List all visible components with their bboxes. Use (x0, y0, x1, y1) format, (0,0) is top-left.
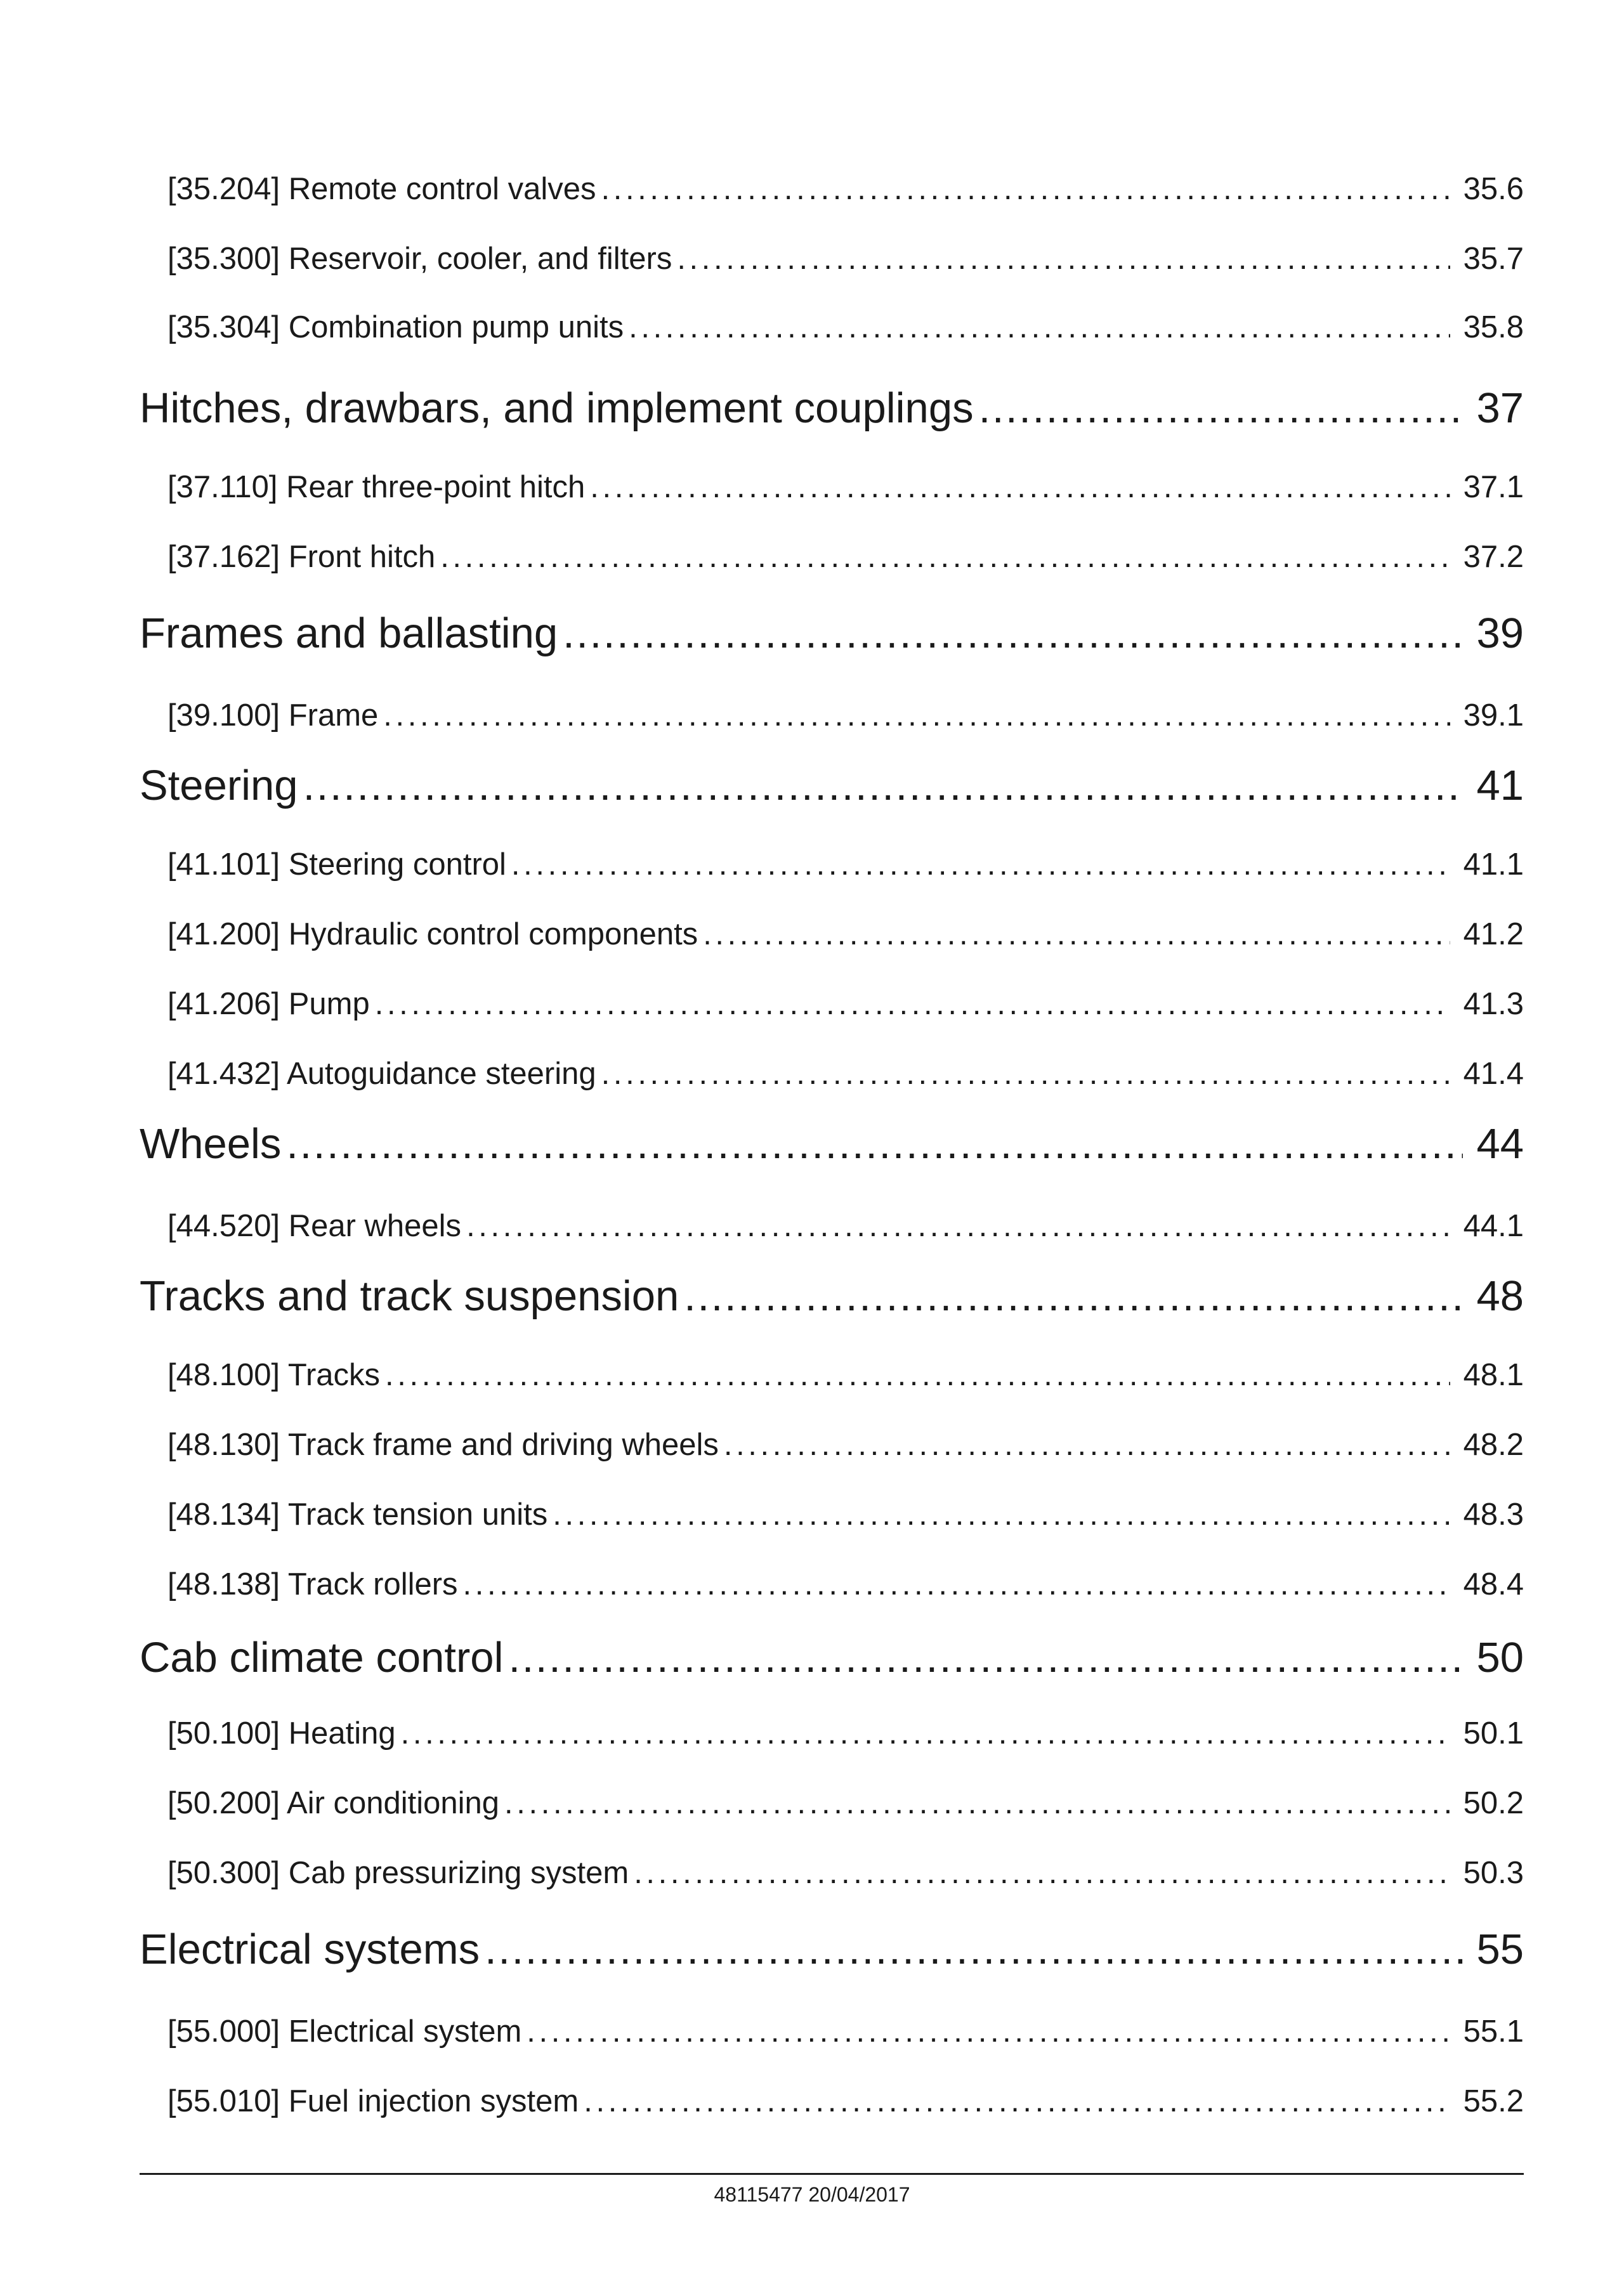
toc-entry-title: [55.000] Electrical system (167, 2014, 522, 2049)
footer-divider (140, 2173, 1524, 2175)
toc-leader-dots (590, 469, 1450, 505)
toc-leader-dots (511, 847, 1450, 882)
toc-leader-dots (508, 1633, 1463, 1682)
toc-leader-dots (634, 1855, 1450, 1891)
toc-entry-title: [37.162] Front hitch (167, 540, 436, 574)
toc-entry-title: [48.138] Track rollers (167, 1567, 458, 1601)
toc-leader-dots (485, 1925, 1463, 1974)
toc-leader-dots (527, 2014, 1450, 2049)
toc-page-number: 35.6 (1463, 172, 1524, 206)
toc-section-title: Electrical systems (140, 1926, 480, 1973)
toc-page-number: 44 (1476, 1120, 1524, 1168)
toc-entry-row[interactable] (140, 1567, 1524, 1602)
toc-entry-title: [41.101] Steering control (167, 847, 506, 882)
toc-page-number: 50 (1476, 1634, 1524, 1681)
toc-entry-title: [48.100] Tracks (167, 1358, 381, 1392)
toc-leader-dots (385, 1357, 1450, 1393)
toc-leader-dots (684, 1272, 1463, 1321)
toc-page-number: 37.2 (1463, 540, 1524, 574)
toc-entry-title: [50.200] Air conditioning (167, 1786, 500, 1820)
toc-entry-row[interactable] (140, 171, 1524, 207)
toc-entry-row[interactable] (140, 1208, 1524, 1244)
toc-entry-title: [50.100] Heating (167, 1716, 396, 1751)
toc-page-number: 35.7 (1463, 242, 1524, 276)
toc-leader-dots (629, 310, 1450, 345)
toc-entry-row[interactable] (140, 1716, 1524, 1751)
toc-entry-title: [39.100] Frame (167, 698, 379, 733)
toc-page-number: 35.8 (1463, 310, 1524, 344)
toc-page-number: 39.1 (1463, 698, 1524, 733)
toc-entry-title: [37.110] Rear three-point hitch (167, 470, 586, 504)
toc-entry-row[interactable] (140, 2014, 1524, 2049)
toc-entry-title: [41.432] Autoguidance steering (167, 1057, 596, 1091)
toc-entry-row[interactable] (140, 986, 1524, 1022)
toc-entry-row[interactable] (140, 241, 1524, 277)
toc-section-row[interactable] (140, 1633, 1524, 1682)
toc-entry-row[interactable] (140, 1357, 1524, 1393)
toc-page-number: 50.2 (1463, 1786, 1524, 1820)
toc-entry-row[interactable] (140, 539, 1524, 575)
toc-page-number: 48.1 (1463, 1358, 1524, 1392)
toc-leader-dots (504, 1785, 1450, 1821)
toc-leader-dots (375, 986, 1450, 1022)
toc-entry-title: [55.010] Fuel injection system (167, 2084, 579, 2118)
toc-leader-dots (601, 1056, 1450, 1092)
toc-leader-dots (601, 171, 1450, 207)
toc-leader-dots (303, 761, 1463, 810)
toc-section-row[interactable] (140, 761, 1524, 810)
toc-entry-title: [48.134] Track tension units (167, 1497, 548, 1532)
table-of-contents (140, 0, 1524, 2296)
toc-page-number: 37 (1476, 384, 1524, 432)
toc-page-number: 48 (1476, 1272, 1524, 1320)
toc-entry-row[interactable] (140, 310, 1524, 345)
toc-page-number: 37.1 (1463, 470, 1524, 504)
toc-page-number: 44.1 (1463, 1209, 1524, 1243)
toc-page-number: 41.3 (1463, 987, 1524, 1021)
toc-leader-dots (383, 698, 1450, 733)
toc-page-number: 41.1 (1463, 847, 1524, 882)
toc-entry-row[interactable] (140, 1785, 1524, 1821)
toc-leader-dots (463, 1567, 1450, 1602)
toc-entry-title: [48.130] Track frame and driving wheels (167, 1428, 719, 1462)
toc-leader-dots (677, 241, 1450, 277)
toc-page-number: 50.1 (1463, 1716, 1524, 1751)
toc-page-number: 41.2 (1463, 917, 1524, 951)
toc-section-title: Tracks and track suspension (140, 1272, 679, 1320)
toc-page-number: 48.3 (1463, 1497, 1524, 1532)
toc-entry-row[interactable] (140, 1855, 1524, 1891)
toc-section-title: Hitches, drawbars, and implement couplings (140, 384, 974, 432)
toc-entry-title: [35.300] Reservoir, cooler, and filters (167, 242, 672, 276)
toc-entry-title: [50.300] Cab pressurizing system (167, 1856, 629, 1890)
toc-page-number: 39 (1476, 610, 1524, 657)
toc-page-number: 41 (1476, 762, 1524, 809)
toc-entry-row[interactable] (140, 916, 1524, 952)
toc-entry-title: [41.206] Pump (167, 987, 370, 1021)
toc-entry-title: [35.304] Combination pump units (167, 310, 624, 344)
toc-leader-dots (563, 609, 1463, 658)
toc-entry-title: [35.204] Remote control valves (167, 172, 596, 206)
toc-section-row[interactable] (140, 1925, 1524, 1974)
toc-entry-title: [41.200] Hydraulic control components (167, 917, 698, 951)
toc-entry-row[interactable] (140, 1427, 1524, 1463)
toc-leader-dots (584, 2084, 1450, 2119)
toc-page-number: 48.2 (1463, 1428, 1524, 1462)
toc-entry-row[interactable] (140, 698, 1524, 733)
toc-section-title: Frames and ballasting (140, 610, 558, 657)
toc-section-row[interactable] (140, 384, 1524, 433)
toc-entry-title: [44.520] Rear wheels (167, 1209, 462, 1243)
toc-leader-dots (286, 1119, 1463, 1168)
toc-section-title: Cab climate control (140, 1634, 504, 1681)
toc-entry-row[interactable] (140, 1056, 1524, 1092)
toc-leader-dots (703, 916, 1450, 952)
toc-page-number: 55.1 (1463, 2014, 1524, 2049)
toc-page-number: 48.4 (1463, 1567, 1524, 1601)
toc-section-row[interactable] (140, 1119, 1524, 1168)
toc-leader-dots (979, 384, 1463, 433)
footer-document-id-date: 48115477 20/04/2017 (714, 2183, 910, 2206)
toc-leader-dots (553, 1497, 1450, 1532)
toc-section-title: Wheels (140, 1120, 282, 1168)
toc-section-row[interactable] (140, 1272, 1524, 1321)
toc-leader-dots (440, 539, 1450, 575)
toc-entry-row[interactable] (140, 847, 1524, 882)
toc-leader-dots (724, 1427, 1450, 1463)
toc-page-number: 41.4 (1463, 1057, 1524, 1091)
toc-page-number: 55.2 (1463, 2084, 1524, 2118)
toc-section-row[interactable] (140, 609, 1524, 658)
toc-entry-row[interactable] (140, 1497, 1524, 1532)
toc-page-number: 50.3 (1463, 1856, 1524, 1890)
toc-section-title: Steering (140, 762, 298, 809)
toc-entry-row[interactable] (140, 469, 1524, 505)
toc-entry-row[interactable] (140, 2084, 1524, 2119)
toc-page-number: 55 (1476, 1926, 1524, 1973)
toc-leader-dots (401, 1716, 1450, 1751)
toc-leader-dots (466, 1208, 1450, 1244)
